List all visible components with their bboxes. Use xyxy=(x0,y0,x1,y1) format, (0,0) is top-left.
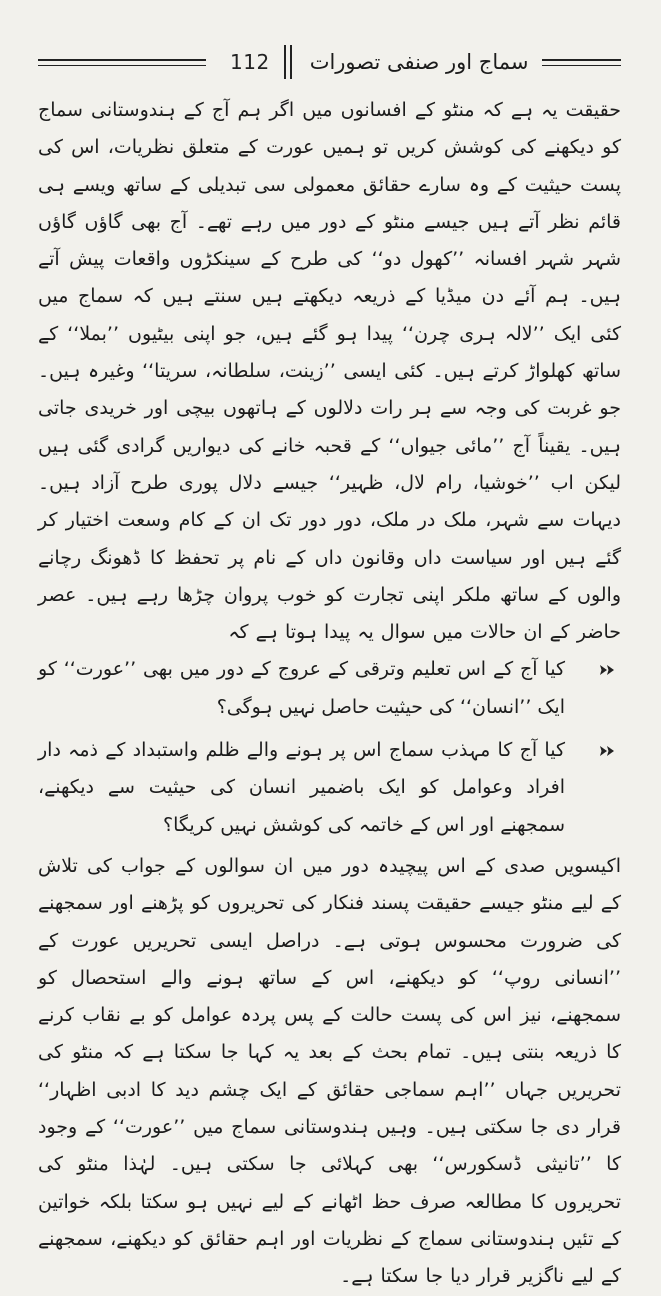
header-divider-bars xyxy=(284,45,292,79)
paragraph-2 xyxy=(38,848,621,1296)
question-item-2 xyxy=(38,732,621,844)
bullet-ornament-icon xyxy=(599,745,615,757)
question-item-1-text: کیا آج کے اس تعلیم وترقی کے عروج کے دور میں بھی ’’عورت‘‘ کو ایک ’’انسان‘‘ کی حیثیت حاصل نہیں ہوگی؟ xyxy=(38,658,565,718)
running-title: سماج اور صنفی تصورات xyxy=(309,50,529,74)
header-rule-left xyxy=(38,59,206,66)
paragraph-2-text: اکیسویں صدی کے اس پیچیدہ دور میں ان سوالوں کے جواب کی تلاش کے لیے منٹو جیسے حقیقت پسند فنکار کی تحریروں کو پڑھنے اور سمجھنے کی ضرورت محسوس ہوتی ہے۔ دراصل ایسی تحریریں عورت کے ’’انسانی روپ‘‘ کو دیکھنے، اس کے ساتھ ہونے والے استحصال کو سمجھنے، نیز اس کی پست حالت کے پس پردہ عوامل کو بے نقاب کرنے کا ذریعہ بنتی ہیں۔ تمام بحث کے بعد یہ کہا جا سکتا ہے کہ منٹو کی تحریریں جہاں ’’اہم سماجی حقائق کے ایک چشم دید کا ادبی اظہار‘‘ قرار دی جا سکتی ہیں۔ وہیں ہندوستانی سماج میں ’’عورت‘‘ کے وجود کا ’’تانیثی ڈسکورس‘‘ بھی کہلائی جا سکتی ہیں۔ لہٰذا منٹو کی تحریروں کا مطالعہ صرف حظ اٹھانے کے لیے نہیں ہو سکتا بلکہ خواتین کے تئیں ہندوستانی سماج کے نظریات اور اہم حقائق کو دیکھنے، سمجھنے کے لیے ناگزیر قرار دیا جا سکتا ہے۔ xyxy=(38,854,621,1288)
question-list xyxy=(38,651,621,843)
question-item-2-text: کیا آج کا مہذب سماج اس پر ہونے والے ظلم واستبداد کے ذمہ دار افراد وعوامل کو ایک باضمیر انسان کی حیثیت سے دیکھنے، سمجھنے اور اس کے خاتمہ کی کوشش نہیں کریگا؟ xyxy=(38,739,565,836)
header-rule-right xyxy=(542,59,621,66)
page-number: 112 xyxy=(230,50,270,74)
paragraph-1 xyxy=(38,92,621,651)
bullet-ornament-icon xyxy=(599,664,615,676)
question-item-1 xyxy=(38,651,621,726)
page-header xyxy=(38,40,621,84)
page-body xyxy=(38,92,621,1296)
paragraph-1-text: حقیقت یہ ہے کہ منٹو کے افسانوں میں اگر ہم آج کے ہندوستانی سماج کو دیکھنے کی کوشش کریں تو ہمیں عورت کے متعلق نظریات، اس کی پست حیثیت کے وہ سارے حقائق معمولی سی تبدیلی کے ساتھ ویسے ہی قائم نظر آتے ہیں جیسے منٹو کے دور میں رہے تھے۔ آج بھی گاؤں گاؤں شہر شہر افسانہ ’’کھول دو‘‘ کی طرح کے سینکڑوں واقعات پیش آتے ہیں۔ ہم آئے دن میڈیا کے ذریعہ دیکھتے ہیں سنتے ہیں کہ سماج میں کئی ایک ’’لالہ ہری چرن‘‘ پیدا ہو گئے ہیں، جو اپنی بیٹیوں ’’بملا‘‘ کے ساتھ کھلواڑ کرتے ہیں۔ کئی ایسی ’’زینت، سلطانہ، سریتا‘‘ وغیرہ ہیں۔ جو غربت کی وجہ سے ہر رات دلالوں کے ہاتھوں بیچی اور خریدی جاتی ہیں۔ یقیناً آج ’’مائی جیواں‘‘ کے قحبہ خانے کی دیواریں گرادی گئی ہیں لیکن اب ’’خوشیا، رام لال، ظہیر‘‘ جیسے دلال پوری طرح آزاد ہیں۔ دیہات سے شہر، ملک در ملک، دور دور تک ان کے کام وسعت اختیار کر گئے ہیں اور سیاست داں وقانون داں کے نام پر تحفظ کا ڈھونگ رچانے والوں کے ساتھ ملکر اپنی تجارت کو خوب پروان چڑھا رہے ہیں۔ عصر حاضر کے ان حالات میں سوال یہ پیدا ہوتا ہے کہ xyxy=(38,99,621,644)
